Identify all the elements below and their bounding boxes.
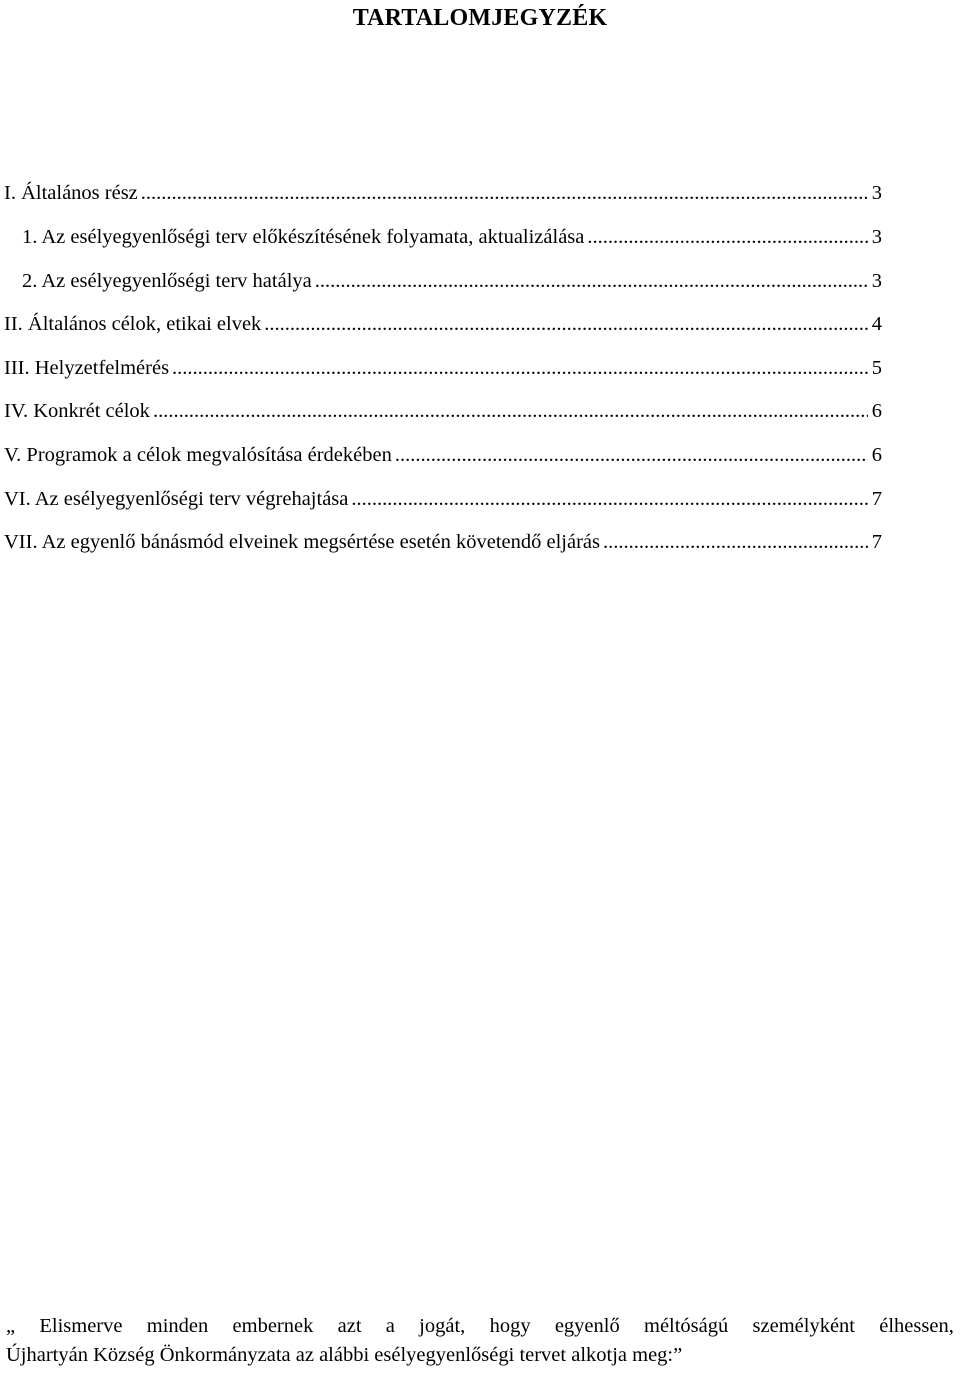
- toc-entry[interactable]: [4, 484, 882, 514]
- toc-entry-page: 3: [871, 182, 882, 204]
- toc-entry-label: VI. Az esélyegyenlőségi terv végrehajtása: [4, 488, 349, 510]
- preamble-word: „: [6, 1315, 16, 1337]
- toc-entry-label: 2. Az esélyegyenlőségi terv hatálya: [22, 270, 312, 292]
- toc-entry[interactable]: [4, 440, 882, 470]
- toc-entry-page: 3: [871, 226, 882, 248]
- toc-dot-leader: [351, 484, 867, 514]
- preamble-word: élhessen,: [879, 1315, 954, 1337]
- preamble-word: Elismerve: [39, 1315, 123, 1337]
- page-title: TARTALOMJEGYZÉK: [352, 5, 608, 31]
- preamble-word: jogát,: [419, 1315, 466, 1337]
- preamble-word: azt: [337, 1315, 362, 1337]
- toc-entry-page: 4: [871, 313, 882, 335]
- toc-dot-leader: [264, 309, 867, 339]
- toc-entry[interactable]: [4, 396, 882, 426]
- preamble-line-2: Újhartyán Község Önkormányzata az alábbi esélyegyenlőségi tervet alkotja meg:”: [6, 1344, 683, 1366]
- toc-entry-page: 7: [871, 488, 882, 510]
- preamble-word: méltóságú: [644, 1315, 729, 1337]
- toc-dot-leader: [315, 266, 868, 296]
- preamble-word: hogy: [489, 1315, 531, 1337]
- toc-entry-page: 6: [871, 444, 882, 466]
- toc-dot-leader: [603, 527, 868, 557]
- toc-entry-label: IV. Konkrét célok: [4, 400, 150, 422]
- toc-dot-leader: [395, 440, 868, 470]
- toc-dot-leader: [153, 396, 868, 426]
- toc-entry-page: 6: [871, 400, 882, 422]
- preamble-word: minden: [146, 1315, 209, 1337]
- toc-dot-leader: [172, 353, 868, 383]
- toc-entry-label: I. Általános rész: [4, 182, 138, 204]
- toc-entry[interactable]: [22, 266, 882, 296]
- preamble-word: személyként: [752, 1315, 855, 1337]
- preamble-word: a: [385, 1315, 395, 1337]
- toc-entry-label: V. Programok a célok megvalósítása érdekében: [4, 444, 392, 466]
- toc-entry[interactable]: [4, 178, 882, 208]
- toc-entry[interactable]: [22, 222, 882, 252]
- preamble-line-1: [6, 1312, 954, 1341]
- toc-entry[interactable]: [4, 309, 882, 339]
- toc-entry-label: VII. Az egyenlő bánásmód elveinek megsértése esetén követendő eljárás: [4, 531, 600, 553]
- toc-dot-leader: [141, 178, 868, 208]
- toc-dot-leader: [587, 222, 867, 252]
- toc-entry-label: III. Helyzetfelmérés: [4, 357, 170, 379]
- toc-entry-page: 5: [871, 357, 882, 379]
- preamble-word: embernek: [232, 1315, 314, 1337]
- toc-entry[interactable]: [4, 353, 882, 383]
- toc-entry-page: 3: [871, 270, 882, 292]
- toc-entry-label: 1. Az esélyegyenlőségi terv előkészítésének folyamata, aktualizálása: [22, 226, 585, 248]
- toc-entry-label: II. Általános célok, etikai elvek: [4, 313, 262, 335]
- preamble-word: egyenlő: [554, 1315, 620, 1337]
- toc-entry-page: 7: [871, 531, 882, 553]
- toc-entry[interactable]: [4, 527, 882, 557]
